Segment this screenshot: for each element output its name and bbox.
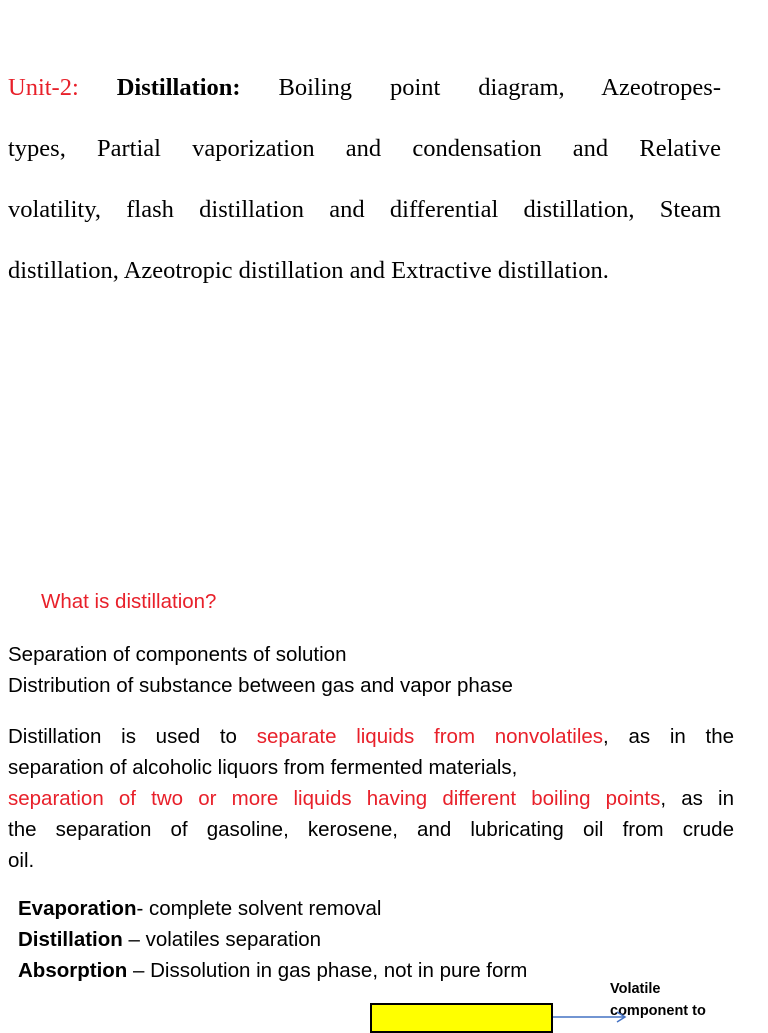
terms-list <box>18 893 527 986</box>
vapor-arrow-icon <box>553 1010 633 1024</box>
unit-topics-1: Boiling point diagram, Azeotropes- <box>278 74 721 101</box>
term-desc: – Dissolution in gas phase, not in pure form <box>127 959 528 982</box>
uses-highlight-2: separation of two or more liquids having different boiling points <box>8 787 661 810</box>
unit-title: Distillation: <box>116 74 241 101</box>
uses-highlight-1: separate liquids from nonvolatiles <box>256 725 604 748</box>
term-row-distillation <box>18 924 527 955</box>
uses-line-5: oil. <box>8 849 35 872</box>
unit-label: Unit-2: <box>8 74 79 101</box>
uses-line-3 <box>8 783 734 814</box>
term-desc: - complete solvent removal <box>136 897 382 920</box>
term-name: Evaporation <box>18 897 137 920</box>
volatile-label-line-2: component to <box>610 1003 706 1019</box>
uses-paragraph <box>8 721 734 876</box>
question-heading: What is distillation? <box>41 590 217 613</box>
unit-line-2: types, Partial vaporization and condensation and Relative <box>8 135 721 162</box>
uses-prefix: Distillation is used to <box>8 725 257 748</box>
uses-line-1 <box>8 721 734 752</box>
term-name: Absorption <box>18 959 128 982</box>
intro-paragraph <box>8 639 608 701</box>
uses-after-1: , as in the <box>603 725 735 748</box>
uses-line-4: the separation of gasoline, kerosene, and lubricating oil from crude <box>8 818 734 841</box>
intro-line-1: Separation of components of solution <box>8 643 347 666</box>
uses-after-2: , as in <box>660 787 734 810</box>
distillation-vessel-box <box>370 1003 553 1033</box>
uses-line-2: separation of alcoholic liquors from fermented materials, <box>8 756 518 779</box>
volatile-label-line-1: Volatile <box>610 981 661 997</box>
term-row-evaporation <box>18 893 527 924</box>
term-name: Distillation <box>18 928 123 951</box>
unit-line-1 <box>8 74 721 102</box>
unit-line-3: volatility, flash distillation and differential distillation, Steam <box>8 196 721 223</box>
term-desc: – volatiles separation <box>122 928 322 951</box>
unit-line-4: distillation, Azeotropic distillation and Extractive distillation. <box>8 257 609 284</box>
term-row-absorption <box>18 955 527 986</box>
intro-line-2: Distribution of substance between gas and vapor phase <box>8 674 513 697</box>
